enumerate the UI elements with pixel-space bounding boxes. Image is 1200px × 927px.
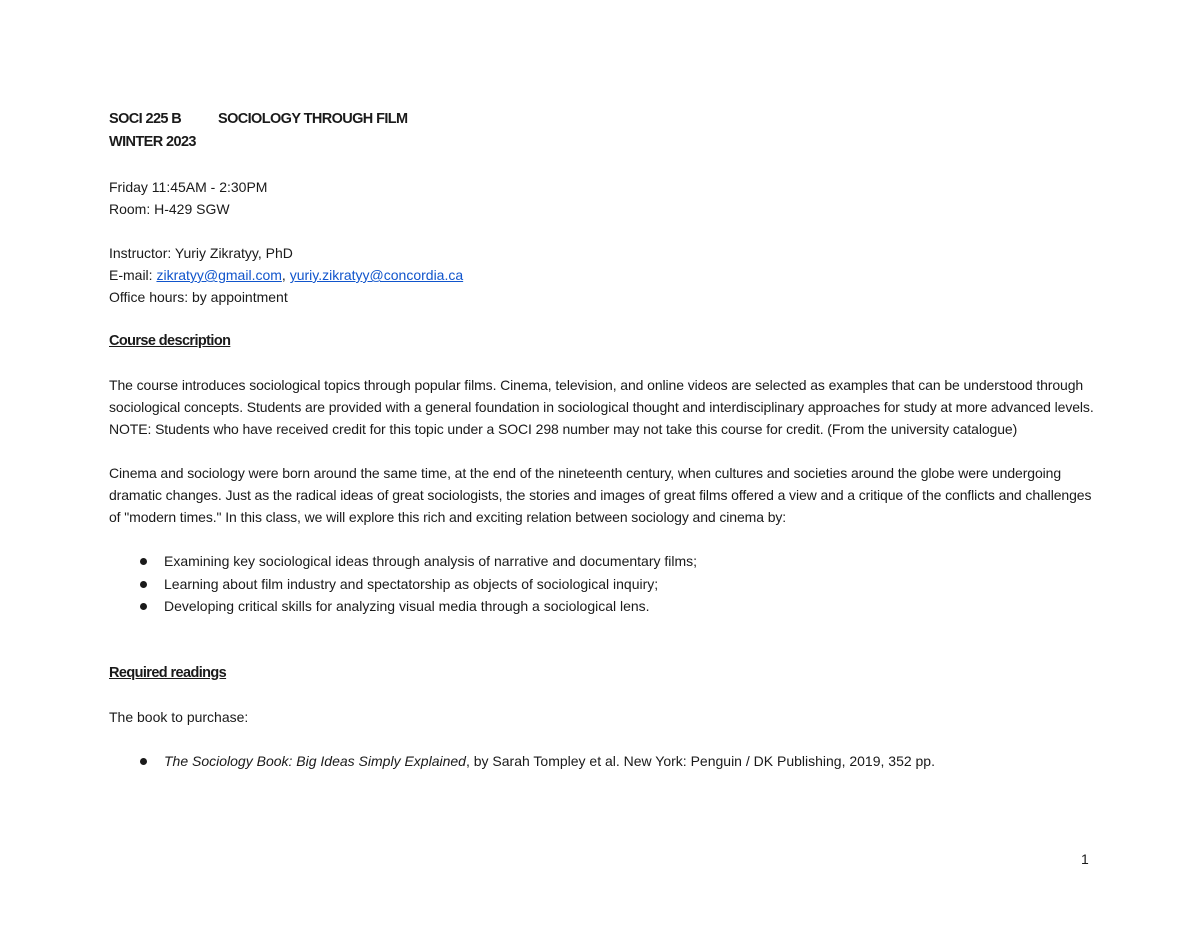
description-paragraph-1: The course introduces sociological topics through popular films. Cinema, television, and online videos are selected as examples that can be understood through sociological concepts. Students are provided with a general foundation in sociological thought and interdisciplinary approaches for study at more advanced levels. NOTE: Students who have received credit for this topic under a SOCI 298 number may not take this course for credit. (From the university catalogue): [109, 377, 1094, 437]
course-heading: [109, 108, 1094, 131]
course-goals-list: [109, 550, 1094, 618]
description-paragraph-2: Cinema and sociology were born around the same time, at the end of the nineteenth century, when cultures and societies around the globe were undergoing dramatic changes. Just as the radical ideas of great sociologists, the stories and images of great films offered a view and a critique of the conflicts and challenges of "modern times." In this class, we will explore this rich and exciting relation between sociology and cinema by:: [109, 465, 1092, 525]
goal-text: Learning about film industry and spectatorship as objects of sociological inquiry;: [164, 575, 659, 592]
email-line: [109, 264, 1094, 286]
list-item: [109, 573, 1094, 596]
page-number: 1: [1081, 851, 1089, 867]
course-description-heading: Course description: [109, 333, 231, 349]
readings-list: [109, 750, 1094, 773]
list-item: [109, 595, 1094, 618]
bullet-icon: [140, 558, 147, 565]
book-title: The Sociology Book: Big Ideas Simply Explained: [164, 752, 466, 769]
course-term: WINTER 2023: [109, 134, 196, 150]
bullet-icon: [140, 758, 147, 765]
email-label: E-mail:: [109, 267, 157, 283]
list-item: [109, 550, 1094, 573]
email-separator: ,: [281, 267, 290, 283]
course-title: SOCIOLOGY THROUGH FILM: [218, 111, 408, 127]
class-room: Room: H-429 SGW: [109, 201, 230, 217]
goal-text: Examining key sociological ideas through analysis of narrative and documentary films;: [164, 553, 698, 569]
readings-intro: The book to purchase:: [109, 708, 249, 725]
list-item: [109, 750, 1094, 773]
book-details: , by Sarah Tompley et al. New York: Penguin / DK Publishing, 2019, 352 pp.: [465, 752, 935, 769]
email-link-gmail[interactable]: zikratyy@gmail.com: [156, 267, 282, 283]
email-link-concordia[interactable]: yuriy.zikratyy@concordia.ca: [289, 267, 464, 283]
bullet-icon: [140, 581, 147, 588]
office-hours: Office hours: by appointment: [109, 289, 288, 305]
course-code: SOCI 225 B: [109, 111, 182, 127]
goal-text: Developing critical skills for analyzing visual media through a sociological lens.: [164, 598, 650, 614]
class-time: Friday 11:45AM - 2:30PM: [109, 179, 268, 195]
instructor-name: Instructor: Yuriy Zikratyy, PhD: [109, 245, 293, 261]
required-readings-heading: Required readings: [109, 664, 227, 681]
page-content: [109, 108, 1094, 772]
bullet-icon: [140, 603, 147, 610]
